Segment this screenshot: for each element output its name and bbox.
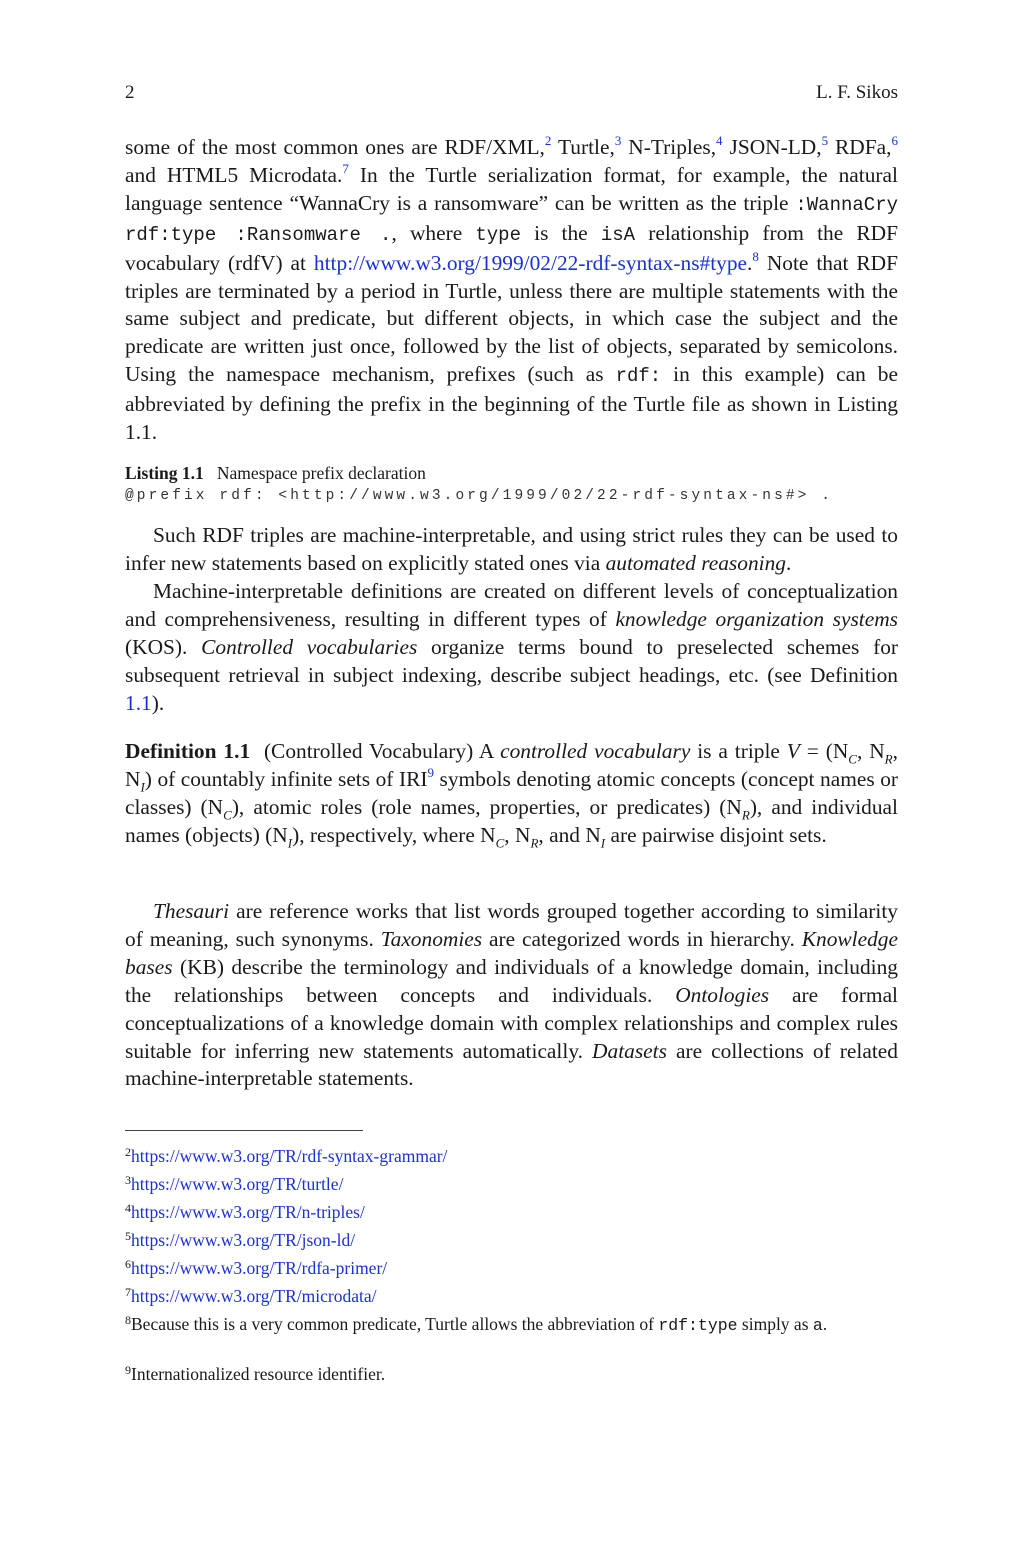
footnote-9: $^9$Internationalized resource identifier. [125,1363,386,1384]
footnote-ref-6[interactable]: 6 [891,132,898,148]
inline-code-triple: :WannaCry rdf:type :Ransomware . [125,193,898,246]
footnote-link[interactable]: https://www.w3.org/TR/rdf-syntax-grammar/ [131,1146,448,1166]
definition-name: (Controlled Vocabulary) [263,739,474,763]
listing-title: Namespace prefix declaration [216,463,426,483]
inline-code-type: type [475,223,521,246]
footnote-link[interactable]: https://www.w3.org/TR/microdata/ [131,1286,377,1306]
listing-label: Listing 1.1 [125,463,204,483]
page-number: 2 [125,82,135,103]
rdf-type-link[interactable]: http://www.w3.org/1999/02/22-rdf-syntax-ns#type [313,250,748,275]
running-header [125,80,898,106]
footnote-link[interactable]: https://www.w3.org/TR/n-triples/ [131,1202,365,1222]
footnote-ref-7[interactable]: 7 [342,160,349,176]
footnote-8: $^8$Because this is a very common predicate, Turtle allows the abbreviation of rdf:type simply as a. [125,1313,828,1335]
definition-label: Definition 1.1 [125,739,251,763]
definition-ref[interactable]: 1.1 [125,690,152,715]
definition-1-1: Definition 1.1 (Controlled Vocabulary) A controlled vocabulary is a triple $V = (N_C$, $N_R$, $N_I$) of countably infinite sets of IRI$^9$ symbols denoting atomic concepts (concept names or classes) $(N_C)$, atomic roles (role names, properties, or predicates) $(N_R)$, and individual names (objects) $(N_I)$, respectively, where $N_C$, $N_R$, and $N_I$ are pairwise disjoint sets. [125,739,899,850]
footnote-2: $^2$https://www.w3.org/TR/rdf-syntax-grammar/ [125,1145,448,1166]
inline-code-rdf-type: rdf:type [658,1316,738,1335]
footnote-link[interactable]: https://www.w3.org/TR/json-ld/ [131,1230,356,1250]
footnote-7: $^7$https://www.w3.org/TR/microdata/ [125,1285,377,1306]
footnote-ref-9[interactable]: 9 [427,764,434,780]
footnote-link[interactable]: https://www.w3.org/TR/rdfa-primer/ [131,1258,388,1278]
footnote-link[interactable]: https://www.w3.org/TR/turtle/ [131,1174,344,1194]
paragraph-kos: Machine-interpretable definitions are created on different levels of conceptualization and comprehensiveness, resulting in different types of knowledge organization systems (KOS). Controlled vocabularies organize terms bound to preselected schemes for subsequent retrieval in subject indexing, describe subject headings, etc. (see Definition 1.1). [125,579,899,715]
footnote-divider [125,1130,363,1131]
inline-code-rdf-prefix: rdf: [615,365,662,388]
footnote-ref-8[interactable]: 8 [752,248,759,264]
paragraph-kos-types: Thesauri are reference works that list words grouped together according to similarity of meaning, such synonyms. Taxonomies are categorized words in hierarchy. Knowledge bases (KB) describe the terminology and individuals of a knowledge domain, including the relationships between concepts and individuals. Ontologies are formal conceptualizations of a knowledge domain with complex relationships and complex rules suitable for inferring new statements automatically. Datasets are collections of related machine-interpretable statements. [125,899,899,1091]
footnote-3: $^3$https://www.w3.org/TR/turtle/ [125,1173,344,1194]
footnote-6: $^6$https://www.w3.org/TR/rdfa-primer/ [125,1257,388,1278]
footnote-4: $^4$https://www.w3.org/TR/n-triples/ [125,1201,365,1222]
inline-code-a: a [812,1316,823,1335]
listing-code: @prefix rdf: <http://www.w3.org/1999/02/22-rdf-syntax-ns#> . [125,488,834,504]
paragraph-serializations: some of the most common ones are RDF/XML,$^2$ Turtle,$^3$ N-Triples,$^4$ JSON-LD,$^5$ RDFa,$^6$ and HTML5 Microdata.$^7$ In the Turtle serialization format, for example, the natural language sentence “WannaCry is a ransomware” can be written as the triple :WannaCry rdf:type :Ransomware ., where type is the isA relationship from the RDF vocabulary (rdfV) at http://www.w3.org/1999/02/22-rdf-syntax-ns#type.$^8$ Note that RDF triples are terminated by a period in Turtle, unless there are multiple statements with the same subject and predicate, but different objects, in which case the subject and the predicate are written just once, followed by the list of objects, separated by semicolons. Using the namespace mechanism, prefixes (such as rdf: in this example) can be abbreviated by defining the prefix in the beginning of the Turtle file as shown in Listing 1.1. [125,132,898,445]
footnote-5: $^5$https://www.w3.org/TR/json-ld/ [125,1229,356,1250]
footnote-ref-5[interactable]: 5 [821,132,829,148]
footnote-ref-3[interactable]: 3 [614,132,622,148]
running-author: L. F. Sikos [816,82,898,103]
inline-code-isa: isA [600,223,636,246]
paragraph-reasoning: Such RDF triples are machine-interpretable, and using strict rules they can be used to infer new statements based on explicitly stated ones via automated reasoning. [125,523,898,575]
footnote-ref-2[interactable]: 2 [544,132,552,148]
listing-caption [125,462,426,484]
footnote-ref-4[interactable]: 4 [716,132,723,148]
